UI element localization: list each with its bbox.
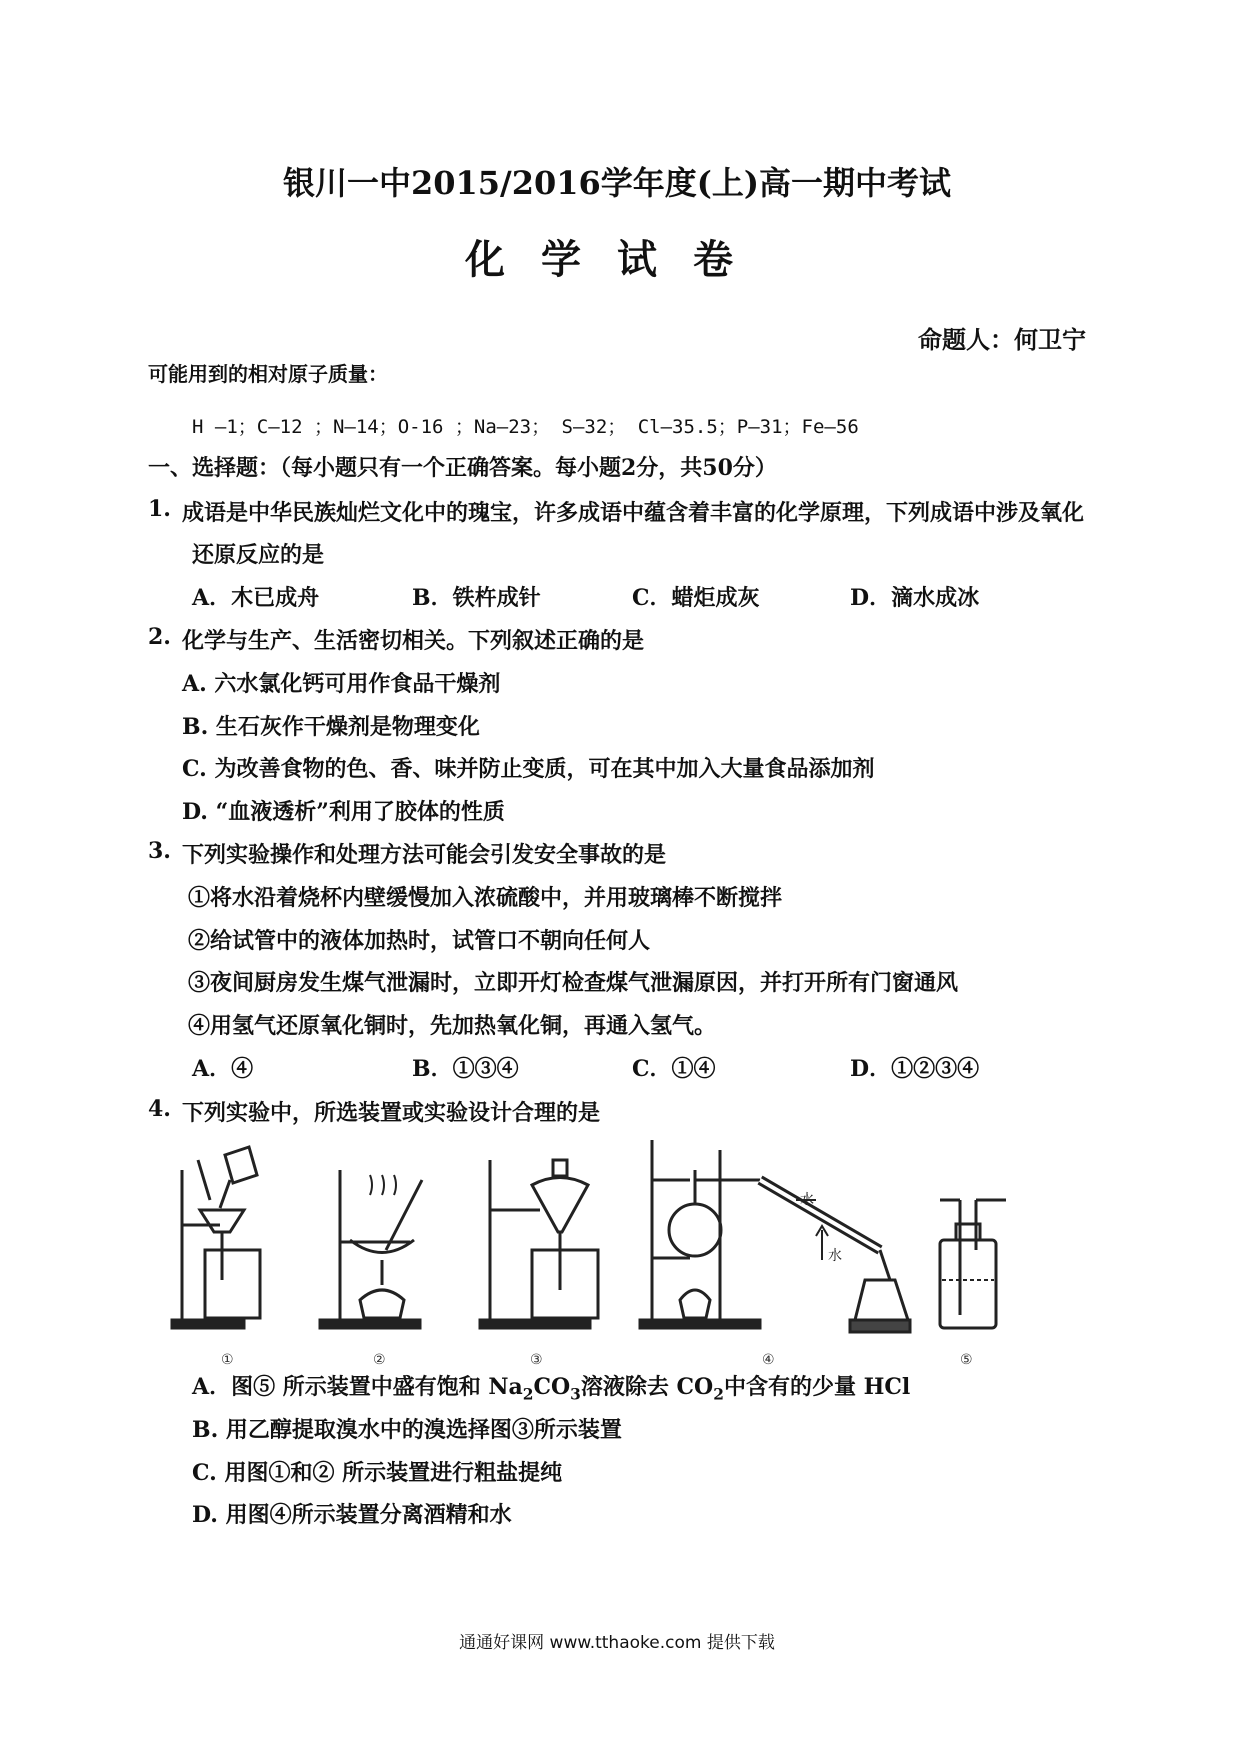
exam-subtitle: 化学试卷	[465, 236, 769, 283]
q2-number: 2.	[148, 624, 171, 650]
q2-option-a: A. 六水氯化钙可用作食品干燥剂	[182, 671, 501, 697]
figure-label-5: ⑤	[960, 1352, 973, 1368]
q1-option-c: C．蜡炬成灰	[632, 585, 760, 611]
q3-option-a: A．④	[192, 1056, 254, 1082]
apparatus-figure	[160, 1140, 1020, 1350]
figure-label-1: ①	[221, 1352, 234, 1368]
q3-option-b: B．①③④	[412, 1056, 519, 1082]
exam-title: 银川一中2015/2016学年度(上)高一期中考试	[282, 164, 952, 202]
q4-number: 4.	[148, 1096, 171, 1122]
q3-item-2: ②给试管中的液体加热时，试管口不朝向任何人	[188, 928, 651, 954]
water-label-top: 水	[800, 1192, 814, 1208]
q3-stem: 下列实验操作和处理方法可能会引发安全事故的是	[182, 842, 667, 868]
q2-stem: 化学与生产、生活密切相关。下列叙述正确的是	[182, 628, 645, 654]
masses-values: H —1；C—12 ；N—14；O-16 ；Na—23； S—32； Cl—35.5；P—31；Fe—56	[192, 416, 859, 438]
author-line: 命题人：何卫宁	[918, 325, 1086, 354]
figure-label-3: ③	[530, 1352, 543, 1368]
q1-option-b: B．铁杵成针	[412, 585, 541, 611]
q3-item-3: ③夜间厨房发生煤气泄漏时，立即开灯检查煤气泄漏原因，并打开所有门窗通风	[188, 970, 959, 996]
q1-option-a: A．木已成舟	[192, 585, 320, 611]
q4-option-c: C. 用图①和② 所示装置进行粗盐提纯	[192, 1460, 563, 1486]
q4-option-a: A．图⑤ 所示装置中盛有饱和 $Na_2CO_3$溶液除去 $CO_2$中含有的少量 HCl	[192, 1374, 911, 1404]
apparatus-3-separatory-funnel	[480, 1160, 598, 1328]
q4-option-d: D. 用图④所示装置分离酒精和水	[192, 1502, 512, 1528]
q1-stem-line1: 成语是中华民族灿烂文化中的瑰宝，许多成语中蕴含着丰富的化学原理，下列成语中涉及氧化	[182, 500, 1085, 526]
q3-option-d: D．①②③④	[850, 1056, 980, 1082]
q1-stem-line2: 还原反应的是	[192, 542, 325, 568]
apparatus-1-filtration	[172, 1147, 260, 1328]
q2-option-d: D. “血液透析”利用了胶体的性质	[182, 799, 505, 825]
q2-option-b: B. 生石灰作干燥剂是物理变化	[182, 714, 480, 740]
q4-option-b: B. 用乙醇提取溴水中的溴选择图③所示装置	[192, 1417, 622, 1443]
q1-number: 1.	[148, 496, 171, 522]
q3-item-1: ①将水沿着烧杯内壁缓慢加入浓硫酸中，并用玻璃棒不断搅拌	[188, 885, 783, 911]
figure-label-4: ④	[762, 1352, 775, 1368]
apparatus-4-distillation	[640, 1140, 910, 1332]
apparatus-2-evaporation	[320, 1170, 422, 1328]
masses-heading: 可能用到的相对原子质量：	[148, 362, 388, 386]
apparatus-5-gas-bottle	[940, 1200, 1006, 1328]
water-label-bottom: 水	[828, 1248, 842, 1264]
q3-number: 3.	[148, 838, 171, 864]
q4-stem: 下列实验中，所选装置或实验设计合理的是	[182, 1100, 601, 1126]
q1-option-d: D．滴水成冰	[850, 585, 980, 611]
q2-option-c: C. 为改善食物的色、香、味并防止变质，可在其中加入大量食品添加剂	[182, 756, 875, 782]
q3-item-4: ④用氢气还原氧化铜时，先加热氧化铜，再通入氢气。	[188, 1013, 717, 1039]
footer-source: 通通好课网 www.tthaoke.com 提供下载	[459, 1633, 775, 1653]
section-heading: 一、选择题：（每小题只有一个正确答案。每小题2分，共50分）	[148, 455, 777, 481]
q3-option-c: C．①④	[632, 1056, 716, 1082]
figure-label-2: ②	[373, 1352, 386, 1368]
